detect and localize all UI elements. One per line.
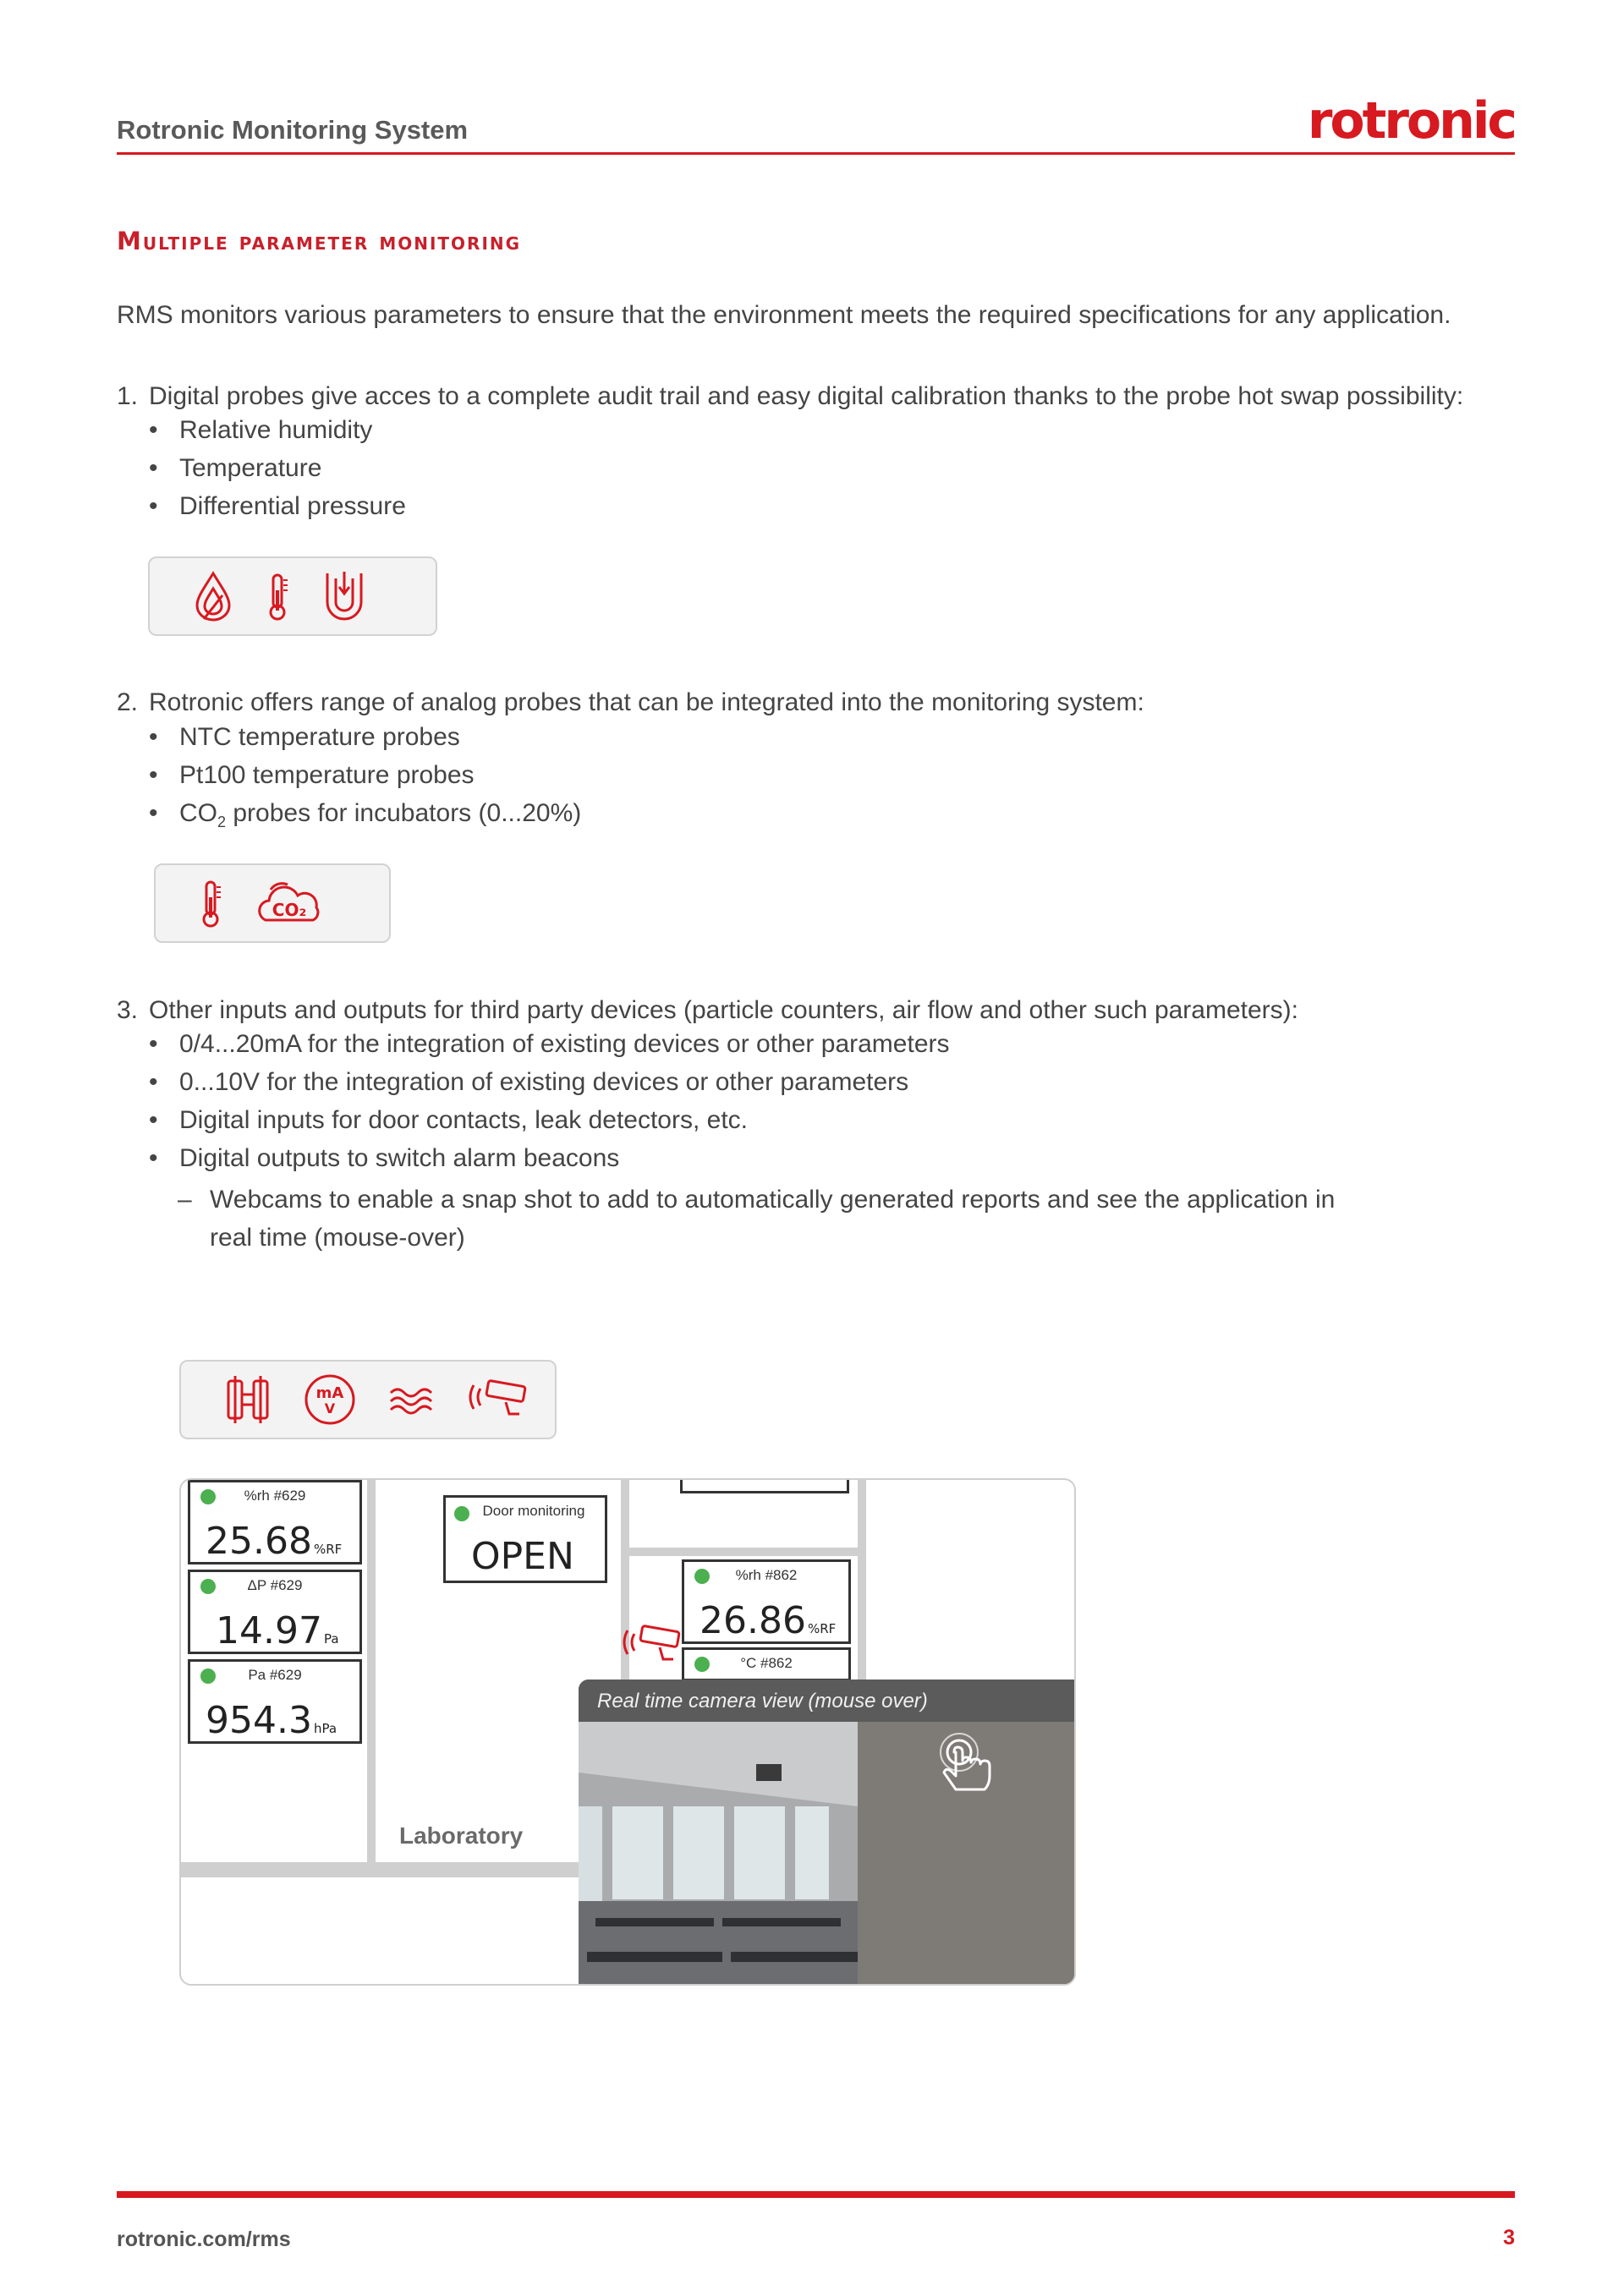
header-rule: [117, 152, 1515, 155]
sensor-rh-629[interactable]: %rh #629 25.68 %RF: [188, 1480, 362, 1564]
camera-view-panel[interactable]: [579, 1680, 1076, 1986]
bullet-item: • Digital outputs to switch alarm beacons: [149, 1144, 619, 1173]
sensor-door[interactable]: Door monitoring OPEN: [443, 1495, 607, 1583]
item-number: 2.: [117, 688, 139, 716]
dash-item: – Webcams to enable a snap shot to add to automatically generated reports and see the application in real time (mouse-over): [178, 1186, 1336, 1252]
pressure-icon: [321, 568, 368, 624]
sensor-pa-629[interactable]: Pa #629 954.3 hPa: [188, 1659, 362, 1744]
co2-cloud-icon: [254, 879, 325, 927]
page-number: 3: [1503, 2226, 1515, 2249]
bullet-item: • 0/4...20mA for the integration of existing devices or other parameters: [149, 1030, 950, 1059]
intro-paragraph: RMS monitors various parameters to ensure that the environment meets the required specifications for any application.: [117, 301, 1451, 329]
bullet-item: • Digital inputs for door contacts, leak detectors, etc.: [149, 1106, 748, 1135]
item-number: 3.: [117, 996, 139, 1024]
camera-icon: [467, 1377, 529, 1422]
humidity-icon: [192, 570, 234, 622]
bullet-item: • Pt100 temperature probes: [149, 761, 475, 790]
item-number: 1.: [117, 382, 139, 410]
camera-image: [579, 1680, 1076, 1986]
svg-text:V: V: [324, 1400, 336, 1417]
list-item-2: [117, 683, 1144, 721]
section-title: Multiple parameter monitoring: [117, 227, 522, 255]
bullet-item: • $CO_2$ probes for incubators (0...20%): [149, 799, 581, 831]
svg-text:mA: mA: [315, 1384, 344, 1402]
sensor-rh-862[interactable]: %rh #862 26.86 %RF: [682, 1559, 851, 1644]
item-text: Rotronic offers range of analog probes that can be integrated into the monitoring system:: [149, 688, 1144, 716]
bullet-item: • NTC temperature probes: [149, 723, 460, 752]
icon-group-analog: [154, 863, 391, 943]
thermometer-icon: [198, 877, 223, 929]
bullet-item: • Relative humidity: [149, 416, 372, 445]
camera-caption: Real time camera view (mouse over): [597, 1690, 928, 1712]
camera-icon[interactable]: [621, 1622, 683, 1668]
ma-v-icon: [303, 1373, 357, 1427]
footer-url[interactable]: rotronic.com/rms: [117, 2228, 291, 2251]
floorplan-view: [179, 1478, 1076, 1986]
bullet-item: • 0...10V for the integration of existing devices or other parameters: [149, 1068, 908, 1097]
list-item-1: [117, 377, 1463, 415]
digital-io-icon: [223, 1373, 272, 1427]
header-title: Rotronic Monitoring System: [117, 115, 469, 145]
bullet-item: • Differential pressure: [149, 492, 406, 521]
bullet-item: • Temperature: [149, 454, 321, 483]
rotronic-logo: rotronic: [1307, 91, 1515, 151]
icon-group-io: [179, 1360, 557, 1439]
footer-rule: [117, 2191, 1515, 2198]
item-text: Digital probes give acces to a complete audit trail and easy digital calibration thanks to the probe hot swap possibility:: [149, 382, 1464, 410]
sensor-dp-629[interactable]: ΔP #629 14.97 Pa: [188, 1570, 362, 1654]
sensor-temp-862[interactable]: °C #862: [682, 1647, 851, 1681]
hand-pointer-icon: [934, 1732, 1001, 1800]
thermometer-icon: [265, 570, 290, 622]
room-label: Laboratory: [399, 1822, 524, 1849]
list-item-3: [117, 991, 1298, 1029]
svg-text:CO₂: CO₂: [272, 900, 307, 920]
airflow-icon: [387, 1383, 436, 1417]
icon-group-digital: [148, 556, 437, 636]
item-text: Other inputs and outputs for third party devices (particle counters, air flow and other such parameters):: [149, 996, 1298, 1024]
